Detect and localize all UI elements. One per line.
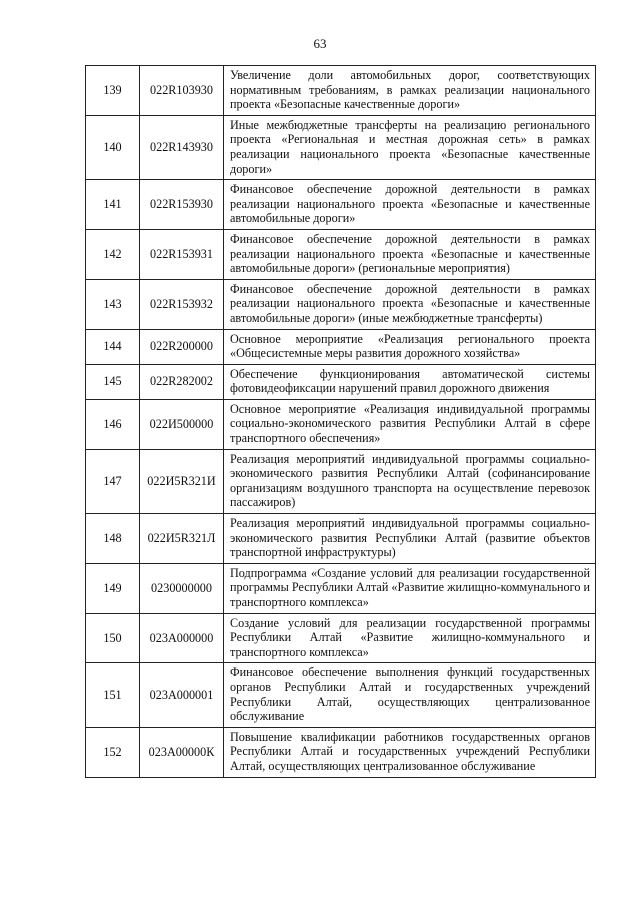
target-article-code: 022R143930 bbox=[140, 115, 224, 179]
row-number: 144 bbox=[86, 329, 140, 364]
row-number: 145 bbox=[86, 364, 140, 399]
row-number: 147 bbox=[86, 449, 140, 513]
target-article-code: 022R153931 bbox=[140, 229, 224, 279]
target-article-name: Реализация мероприятий индивидуальной программы социально-экономического развития Республики Алтай (развитие объектов транспортной инфраструктуры) bbox=[224, 514, 596, 564]
table-row bbox=[86, 364, 596, 399]
row-number: 143 bbox=[86, 279, 140, 329]
row-number: 140 bbox=[86, 115, 140, 179]
target-article-code: 022R103930 bbox=[140, 66, 224, 116]
target-article-name: Иные межбюджетные трансферты на реализацию регионального проекта «Региональная и местная дорожная сеть» в рамках реализации национального проекта «Безопасные качественные дороги» bbox=[224, 115, 596, 179]
target-article-code: 022И5R321Л bbox=[140, 514, 224, 564]
target-article-name: Реализация мероприятий индивидуальной программы социально-экономического развития Республики Алтай (софинансирование организациям воздушного транспорта на осуществление перевозок пассажиров) bbox=[224, 449, 596, 513]
target-article-name: Финансовое обеспечение дорожной деятельности в рамках реализации национального проекта «Безопасные и качественные автомобильные дороги» (иные межбюджетные трансферты) bbox=[224, 279, 596, 329]
row-number: 149 bbox=[86, 563, 140, 613]
target-article-name: Создание условий для реализации государственной программы Республики Алтай «Развитие жилищно-коммунального и транспортного комплекса» bbox=[224, 613, 596, 663]
target-article-code: 022И5R321И bbox=[140, 449, 224, 513]
table-row bbox=[86, 563, 596, 613]
table-row bbox=[86, 449, 596, 513]
target-article-name: Финансовое обеспечение дорожной деятельности в рамках реализации национального проекта «Безопасные и качественные автомобильные дороги» (региональные мероприятия) bbox=[224, 229, 596, 279]
target-article-name: Увеличение доли автомобильных дорог, соответствующих нормативным требованиям, в рамках реализации национального проекта «Безопасные качественные дороги» bbox=[224, 66, 596, 116]
row-number: 152 bbox=[86, 727, 140, 777]
table-row bbox=[86, 229, 596, 279]
table-row bbox=[86, 115, 596, 179]
target-article-name: Финансовое обеспечение дорожной деятельности в рамках реализации национального проекта «Безопасные и качественные автомобильные дороги» bbox=[224, 180, 596, 230]
row-number: 141 bbox=[86, 180, 140, 230]
table-row bbox=[86, 663, 596, 727]
target-article-code: 023A00000К bbox=[140, 727, 224, 777]
target-article-code: 022И500000 bbox=[140, 399, 224, 449]
target-article-name: Основное мероприятие «Реализация регионального проекта «Общесистемные меры развития дорожного хозяйства» bbox=[224, 329, 596, 364]
target-article-name: Финансовое обеспечение выполнения функций государственных органов Республики Алтай и государственных учреждений Республики Алтай, осуществляющих централизованное обслуживание bbox=[224, 663, 596, 727]
target-article-code: 022R200000 bbox=[140, 329, 224, 364]
target-article-name: Основное мероприятие «Реализация индивидуальной программы социально-экономического развития Республики Алтай в сфере транспортного обеспечения» bbox=[224, 399, 596, 449]
row-number: 146 bbox=[86, 399, 140, 449]
table-row bbox=[86, 329, 596, 364]
table-row bbox=[86, 613, 596, 663]
target-article-code: 023A000000 bbox=[140, 613, 224, 663]
target-article-code: 022R153932 bbox=[140, 279, 224, 329]
table-row bbox=[86, 180, 596, 230]
target-article-code: 022R153930 bbox=[140, 180, 224, 230]
row-number: 139 bbox=[86, 66, 140, 116]
table-row bbox=[86, 279, 596, 329]
row-number: 142 bbox=[86, 229, 140, 279]
target-article-code: 0230000000 bbox=[140, 563, 224, 613]
target-article-name: Обеспечение функционирования автоматической системы фотовидеофиксации нарушений правил дорожного движения bbox=[224, 364, 596, 399]
table-row bbox=[86, 399, 596, 449]
row-number: 150 bbox=[86, 613, 140, 663]
row-number: 151 bbox=[86, 663, 140, 727]
row-number: 148 bbox=[86, 514, 140, 564]
target-article-name: Подпрограмма «Создание условий для реализации государственной программы Республики Алтай «Развитие жилищно-коммунального и транспортного комплекса» bbox=[224, 563, 596, 613]
table-row bbox=[86, 514, 596, 564]
page-number: 63 bbox=[313, 36, 327, 51]
table-row bbox=[86, 66, 596, 116]
target-article-code: 023A000001 bbox=[140, 663, 224, 727]
target-article-code: 022R282002 bbox=[140, 364, 224, 399]
table-row bbox=[86, 727, 596, 777]
budget-classification-table bbox=[85, 65, 596, 778]
target-article-name: Повышение квалификации работников государственных органов Республики Алтай и государственных учреждений Республики Алтай, осуществляющих централизованное обслуживание bbox=[224, 727, 596, 777]
